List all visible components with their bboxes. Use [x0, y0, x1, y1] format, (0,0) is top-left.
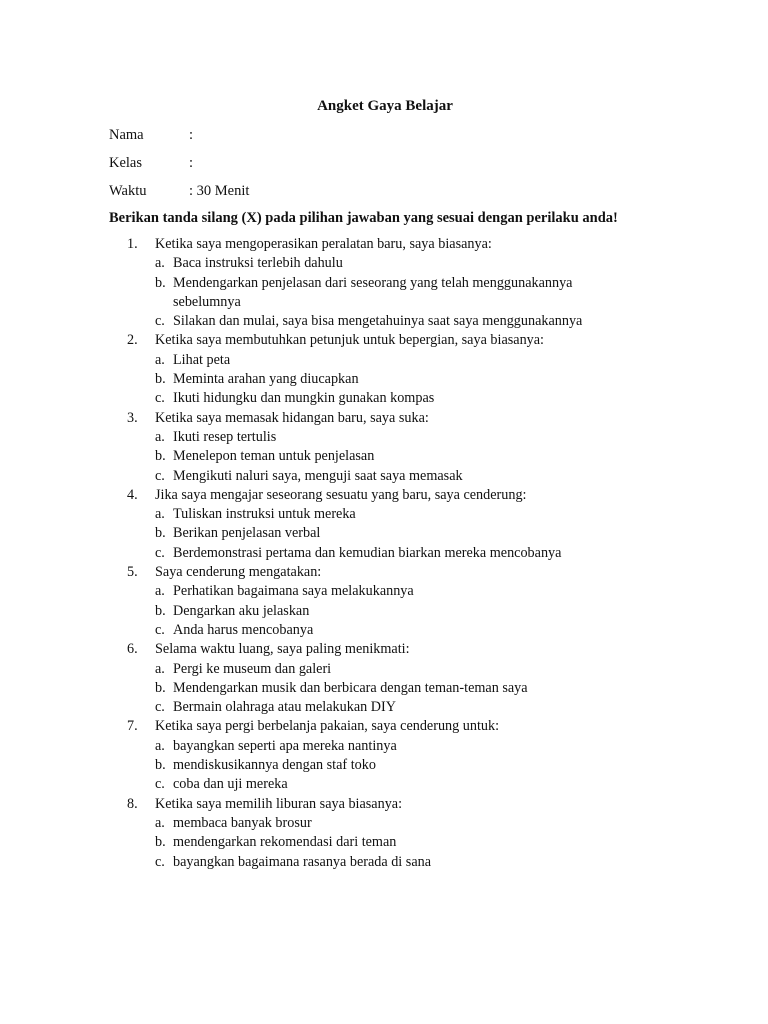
option-text: coba dan uji mereka — [173, 776, 288, 793]
option-text: bayangkan bagaimana rasanya berada di sana — [173, 853, 432, 870]
option-b[interactable] — [0, 447, 768, 466]
question-text: Ketika saya membutuhkan petunjuk untuk bepergian, saya biasanya: — [155, 332, 544, 349]
option-a[interactable] — [0, 814, 768, 833]
option-a[interactable] — [0, 351, 768, 370]
name-field — [109, 126, 193, 144]
option-letter: b. — [155, 602, 166, 619]
name-value: : — [189, 127, 194, 143]
option-letter: b. — [155, 679, 166, 696]
document-title: Angket Gaya Belajar — [317, 98, 453, 114]
option-text: membaca banyak brosur — [173, 814, 312, 831]
option-letter: a. — [155, 255, 165, 272]
option-letter: a. — [155, 737, 165, 754]
option-c[interactable] — [0, 312, 768, 331]
option-c[interactable] — [0, 775, 768, 794]
option-a[interactable] — [0, 582, 768, 601]
option-text: Lihat peta — [173, 351, 231, 368]
option-letter: a. — [155, 506, 165, 523]
option-letter: c. — [155, 621, 165, 638]
option-text: Bermain olahraga atau melakukan DIY — [173, 699, 396, 716]
option-letter: b. — [155, 757, 166, 774]
option-b[interactable] — [0, 679, 768, 698]
question-text: Saya cenderung mengatakan: — [155, 564, 322, 581]
option-c[interactable] — [0, 467, 768, 486]
option-list — [0, 660, 768, 718]
class-label: Kelas — [109, 155, 143, 171]
option-text: Mengikuti naluri saya, menguji saat saya memasak — [173, 467, 463, 484]
option-text: Mendengarkan penjelasan dari seseorang yang telah menggunakannya sebelumnya — [173, 274, 573, 310]
time-value: : 30 Menit — [189, 183, 250, 199]
option-b[interactable] — [0, 602, 768, 621]
question-1 — [0, 235, 768, 331]
option-letter: c. — [155, 776, 165, 793]
option-list — [0, 351, 768, 409]
class-field — [109, 154, 193, 172]
option-letter: c. — [155, 853, 165, 870]
question-8 — [0, 795, 768, 872]
option-list — [0, 254, 768, 331]
option-a[interactable] — [0, 660, 768, 679]
option-letter: a. — [155, 351, 165, 368]
option-text: Baca instruksi terlebih dahulu — [173, 255, 343, 272]
question-number: 8. — [127, 795, 138, 812]
option-text: Berikan penjelasan verbal — [173, 525, 321, 542]
name-label: Nama — [109, 127, 144, 143]
option-c[interactable] — [0, 544, 768, 563]
time-label: Waktu — [109, 183, 147, 199]
question-number: 7. — [127, 718, 138, 735]
question-5 — [0, 563, 768, 640]
option-letter: c. — [155, 313, 165, 330]
option-a[interactable] — [0, 505, 768, 524]
option-b[interactable] — [0, 370, 768, 389]
option-text: Perhatikan bagaimana saya melakukannya — [173, 583, 414, 600]
option-letter: c. — [155, 699, 165, 716]
option-text: Ikuti hidungku dan mungkin gunakan kompas — [173, 390, 435, 407]
option-c[interactable] — [0, 621, 768, 640]
option-letter: b. — [155, 834, 166, 851]
option-text: mendiskusikannya dengan staf toko — [173, 757, 376, 774]
question-text: Ketika saya mengoperasikan peralatan baru, saya biasanya: — [155, 236, 492, 252]
option-letter: b. — [155, 448, 166, 465]
option-letter: c. — [155, 390, 165, 407]
question-4 — [0, 486, 768, 563]
option-text: Pergi ke museum dan galeri — [173, 660, 332, 677]
option-a[interactable] — [0, 737, 768, 756]
option-text: Meminta arahan yang diucapkan — [173, 371, 359, 388]
option-c[interactable] — [0, 698, 768, 717]
option-text: mendengarkan rekomendasi dari teman — [173, 834, 397, 851]
question-text: Ketika saya memilih liburan saya biasanya: — [155, 795, 403, 812]
question-text: Jika saya mengajar seseorang sesuatu yang baru, saya cenderung: — [155, 486, 527, 503]
option-b[interactable] — [0, 274, 768, 313]
option-text: Berdemonstrasi pertama dan kemudian biarkan mereka mencobanya — [173, 544, 562, 561]
option-letter: a. — [155, 814, 165, 831]
question-3 — [0, 409, 768, 486]
option-letter: a. — [155, 660, 165, 677]
option-text: Silakan dan mulai, saya bisa mengetahuinya saat saya menggunakannya — [173, 313, 583, 330]
option-letter: b. — [155, 525, 166, 542]
instruction-text: Berikan tanda silang (X) pada pilihan jawaban yang sesuai dengan perilaku anda! — [109, 210, 618, 226]
option-b[interactable] — [0, 833, 768, 852]
question-number: 5. — [127, 564, 138, 581]
time-field — [109, 182, 249, 200]
option-text: Ikuti resep tertulis — [173, 428, 277, 445]
question-2 — [0, 331, 768, 408]
question-number: 1. — [127, 236, 138, 252]
question-number: 3. — [127, 409, 138, 426]
option-b[interactable] — [0, 756, 768, 775]
question-text: Ketika saya memasak hidangan baru, saya suka: — [155, 409, 429, 426]
option-text: Dengarkan aku jelaskan — [173, 602, 310, 619]
question-text: Ketika saya pergi berbelanja pakaian, saya cenderung untuk: — [155, 718, 500, 735]
question-number: 4. — [127, 486, 138, 503]
question-number: 2. — [127, 332, 138, 349]
option-c[interactable] — [0, 853, 768, 872]
option-a[interactable] — [0, 254, 768, 273]
question-text: Selama waktu luang, saya paling menikmati: — [155, 641, 410, 658]
option-letter: c. — [155, 544, 165, 561]
question-6 — [0, 640, 768, 717]
option-list — [0, 814, 768, 872]
option-a[interactable] — [0, 428, 768, 447]
option-list — [0, 582, 768, 640]
class-value: : — [189, 155, 194, 171]
option-text: Mendengarkan musik dan berbicara dengan teman-teman saya — [173, 679, 528, 696]
option-text: Tuliskan instruksi untuk mereka — [173, 506, 356, 523]
option-letter: c. — [155, 467, 165, 484]
option-letter: a. — [155, 428, 165, 445]
option-list — [0, 428, 768, 486]
question-list — [0, 235, 768, 872]
question-7 — [0, 717, 768, 794]
option-c[interactable] — [0, 389, 768, 408]
question-number: 6. — [127, 641, 138, 658]
option-text: Menelepon teman untuk penjelasan — [173, 448, 375, 465]
option-b[interactable] — [0, 524, 768, 543]
option-letter: b. — [155, 274, 166, 291]
option-letter: b. — [155, 371, 166, 388]
option-letter: a. — [155, 583, 165, 600]
option-list — [0, 737, 768, 795]
option-list — [0, 505, 768, 563]
option-text: bayangkan seperti apa mereka nantinya — [173, 737, 397, 754]
option-text: Anda harus mencobanya — [173, 621, 314, 638]
